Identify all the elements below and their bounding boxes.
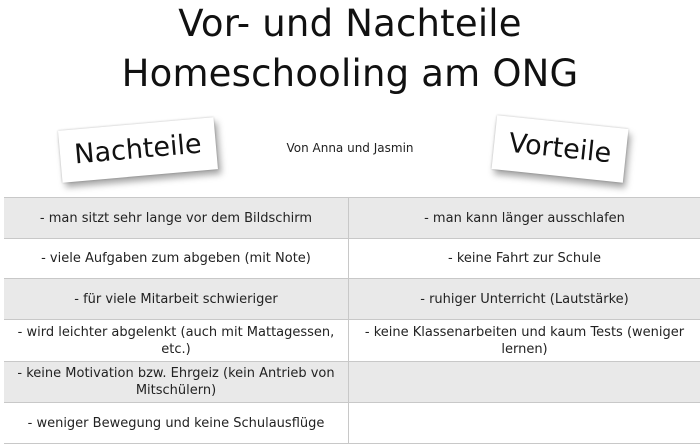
table-row — [4, 239, 700, 279]
page-title-line-2: Homeschooling am ONG — [121, 52, 579, 95]
table-row — [4, 362, 700, 403]
table-cell-vorteil — [349, 403, 700, 443]
vorteile-label-card — [492, 115, 629, 183]
table-cell-vorteil: - man kann länger ausschlafen — [424, 210, 625, 226]
table-cell-nachteil: - wird leichter abgelenkt (auch mit Mattagessen, etc.) — [4, 320, 349, 361]
authors-text: Von Anna und Jasmin — [286, 141, 414, 155]
vorteile-label: Vorteile — [507, 127, 613, 170]
table-cell-vorteil: - keine Klassenarbeiten und kaum Tests (weniger lernen) — [364, 324, 685, 357]
table-cell-vorteil — [349, 362, 700, 402]
table-cell-nachteil: - man sitzt sehr lange vor dem Bildschirm — [4, 198, 349, 238]
nachteile-label: Nachteile — [73, 128, 203, 171]
table-cell-vorteil: - keine Fahrt zur Schule — [448, 251, 601, 266]
table-row — [4, 198, 700, 239]
pros-cons-table — [4, 197, 700, 444]
table-row — [4, 403, 700, 444]
page-title-line-1: Vor- und Nachteile — [178, 2, 522, 45]
table-row — [4, 320, 700, 362]
table-cell-nachteil: - keine Motivation bzw. Ehrgeiz (kein Antrieb von Mitschülern) — [4, 362, 349, 402]
table-cell-nachteil: - viele Aufgaben zum abgeben (mit Note) — [4, 239, 349, 278]
table-cell-nachteil: - weniger Bewegung und keine Schulausflüge — [4, 403, 349, 443]
table-row — [4, 279, 700, 320]
table-cell-nachteil: - für viele Mitarbeit schwieriger — [4, 279, 349, 319]
nachteile-label-card — [58, 117, 218, 182]
table-cell-vorteil: - ruhiger Unterricht (Lautstärke) — [420, 291, 629, 307]
